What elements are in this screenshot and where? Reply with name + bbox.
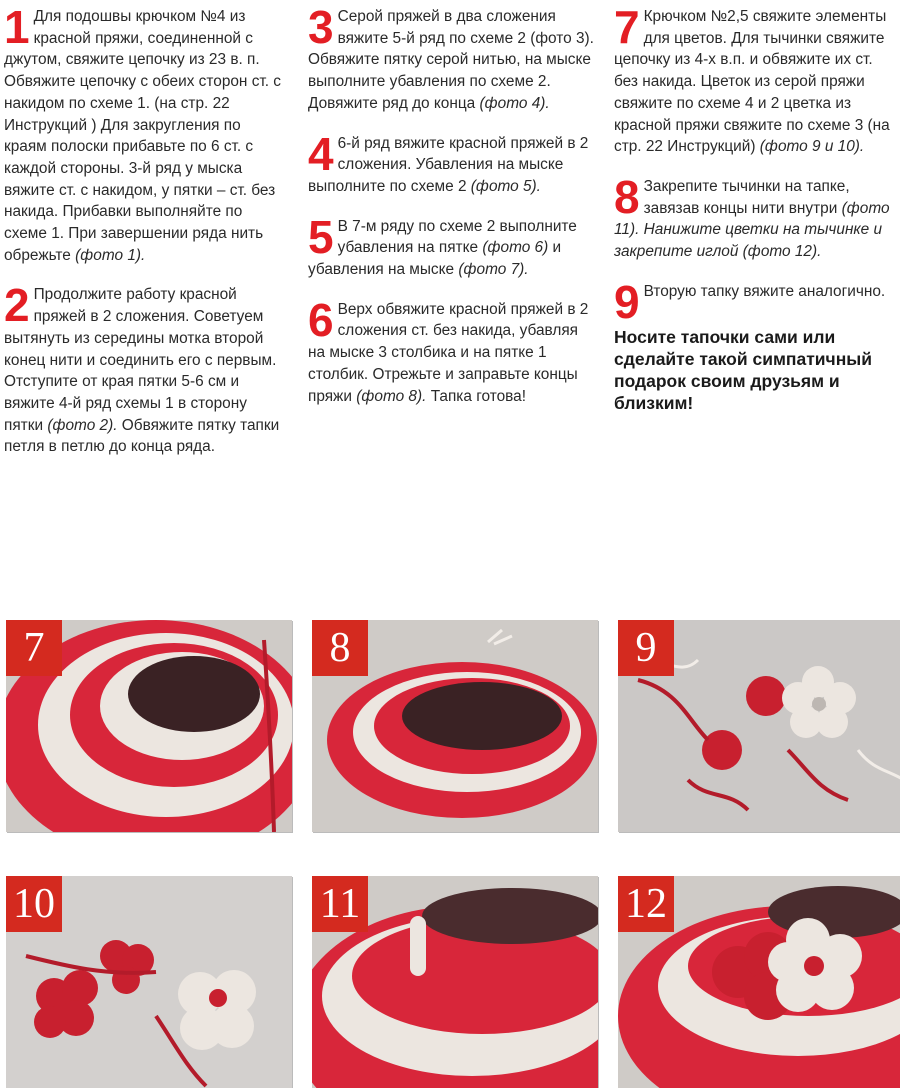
step-text: и убавления на мыске (308, 239, 562, 279)
step-7 (614, 1, 894, 158)
photo-label: 7 (6, 620, 62, 676)
closing-note: Носите тапочки сами или сделайте такой симпатичный подарок своим друзьям и близким! (614, 327, 872, 414)
step-2 (4, 279, 284, 458)
step-3 (308, 1, 598, 115)
photo-reference: (фото 7). (458, 261, 529, 279)
photo-12 (618, 876, 900, 1088)
step-text: 6-й ряд вяжите красной пряжей в 2 сложения. Убавления на мыске выполните по схеме 2 (308, 134, 589, 195)
text-column-1 (4, 1, 284, 472)
step-number: 7 (614, 1, 640, 53)
photo-label: 10 (6, 876, 62, 932)
step-number: 2 (4, 279, 30, 332)
photo-reference: (фото 8). (356, 387, 427, 405)
photo-label: 12 (618, 876, 674, 932)
photo-reference: (фото 9 и 10). (759, 138, 865, 156)
step-text: Тапка готова! (430, 387, 526, 405)
step-number: 1 (4, 1, 30, 53)
photo-reference: (фото 1). (75, 246, 146, 264)
photo-reference: (фото 5). (470, 177, 541, 195)
step-text: Серой пряжей в два сложения вяжите 5-й ряд по схеме 2 (фото 3). Обвяжите пятку серой нитью, на мыске выполните убавления по схеме 2. Довяжите ряд до конца (308, 8, 594, 112)
photo-label: 9 (618, 620, 674, 676)
photo-7 (6, 620, 292, 832)
step-5 (308, 210, 598, 281)
step-number: 8 (614, 170, 640, 223)
step-text: Для подошвы крючком №4 из красной пряжи, соединенной с джутом, свяжите цепочку из 23 в. п. Обвяжите цепочку с обеих сторон ст. с накидом по схеме 1. (на стр. 22 Инструкций ) Для закругления по краям полоски прибавьте по 6 ст. с каждой стороны. 3-й ряд у мыска вяжите ст. с накидом, у пятки – ст. без накида. Прибавки выполняйте по схеме 1. При завершении ряда нить обрежьте (4, 8, 281, 264)
step-number: 9 (614, 275, 640, 328)
photo-reference: (фото 4). (479, 94, 550, 112)
step-text: Обвяжите пятку тапки петля в петлю до конца ряда. (4, 416, 280, 456)
step-text: Крючком №2,5 свяжите элементы для цветов. Для тычинки свяжите цепочку из 4-х в.п. и обвяжите их ст. без накида. Цветок из серой пряжи свяжите по схеме 4 и 2 цветка из красной пряжи свяжите по схеме 3 (на стр. 22 Инструкций) (614, 8, 890, 156)
photo-label: 11 (312, 876, 368, 932)
step-4 (308, 127, 598, 198)
step-text: Верх обвяжите красной пряжей в 2 сложения ст. без накида, убавляя на мыске 3 столбика и на пятке 1 столбик. Отрежьте и заправьте концы пряжи (308, 300, 589, 405)
step-6 (308, 293, 598, 408)
step-1 (4, 1, 284, 266)
photo-10 (6, 876, 292, 1088)
step-number: 6 (308, 293, 334, 346)
step-text: Закрепите тычинки на тапке, завязав концы нити внутри (643, 177, 850, 217)
photo-11 (312, 876, 598, 1088)
text-column-2 (308, 1, 598, 421)
step-text: Вторую тапку вяжите аналогично. (643, 282, 886, 300)
step-8 (614, 170, 894, 263)
photo-8 (312, 620, 598, 832)
photo-reference: (фото 11). Нанижите цветки на тычинке и закрепите иглой (фото 12). (614, 199, 890, 261)
step-text: Продолжите работу красной пряжей в 2 сложения. Советуем вытянуть из середины мотка второй конец нити и соединить его с первым. Отступите от края пятки 5-6 см и вяжите 4-й ряд схемы 1 в сторону пятки (4, 286, 277, 434)
photo-reference: (фото 6) (482, 239, 549, 257)
step-number: 5 (308, 210, 334, 263)
text-column-3 (614, 1, 894, 414)
step-9 (614, 275, 894, 328)
step-number: 3 (308, 1, 334, 53)
photo-reference: (фото 2). (47, 416, 118, 434)
step-number: 4 (308, 127, 334, 180)
photo-label: 8 (312, 620, 368, 676)
step-text: В 7-м ряду по схеме 2 выполните убавления на пятке (337, 217, 577, 257)
photo-9 (618, 620, 900, 832)
